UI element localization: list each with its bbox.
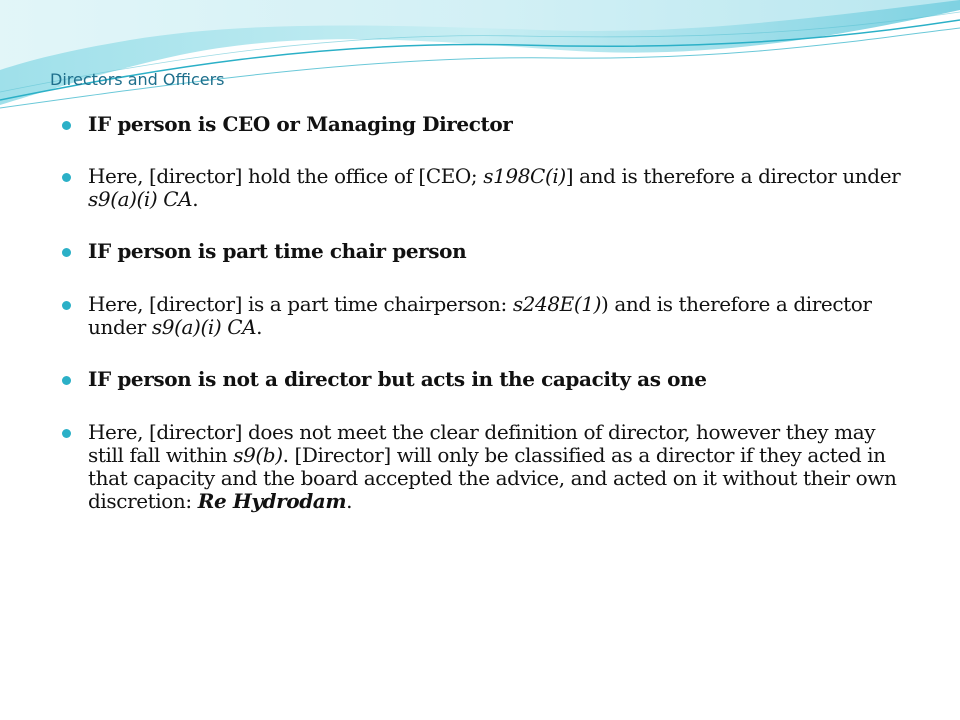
bullet-text: IF person is part time chair person [88,239,467,263]
bullet-dot-icon [62,376,71,385]
bullet-chair-explanation [62,293,912,339]
statute-reference: s9(a)(i) CA [151,315,257,339]
header-wave-decoration [0,0,960,120]
bullet-shadow-director-explanation [62,421,912,513]
bullet-text-mid: ) and is therefore a director under [88,292,872,339]
bullet-heading-ceo [62,113,912,136]
bullet-text-pre: Here, [director] does not meet the clear definition of director, however they may still fall within [88,420,876,467]
bullet-text-post: . [346,489,353,513]
case-citation: Re Hydrodam [197,489,347,513]
bullet-text: IF person is not a director but acts in the capacity as one [88,367,707,391]
bullet-text-post: . [256,315,263,339]
bullet-dot-icon [62,301,71,310]
bullet-text-pre: Here, [director] hold the office of [CEO; [88,164,484,188]
bullet-text: IF person is CEO or Managing Director [88,112,513,136]
statute-reference: s9(a)(i) CA [88,187,193,211]
statute-reference: s198C(i) [483,164,566,188]
statute-reference: s9(b) [233,443,283,467]
bullet-heading-shadow-director [62,368,912,391]
bullet-text-pre: Here, [director] is a part time chairperson: [88,292,513,316]
bullet-dot-icon [62,248,71,257]
bullet-text-mid: ] and is therefore a director under [565,164,901,188]
statute-reference: s248E(1) [512,292,601,316]
bullet-dot-icon [62,121,71,130]
bullet-text-post: . [192,187,199,211]
bullet-ceo-explanation [62,165,912,211]
bullet-dot-icon [62,173,71,182]
bullet-heading-chair [62,240,912,263]
slide-title: Directors and Officers [50,70,225,89]
bullet-dot-icon [62,429,71,438]
bullet-list [62,110,912,513]
bullet-text-mid: . [Director] will only be classified as a director if they acted in that capacity and the board accepted the advice, and acted on it without their own discretion: [88,443,897,513]
